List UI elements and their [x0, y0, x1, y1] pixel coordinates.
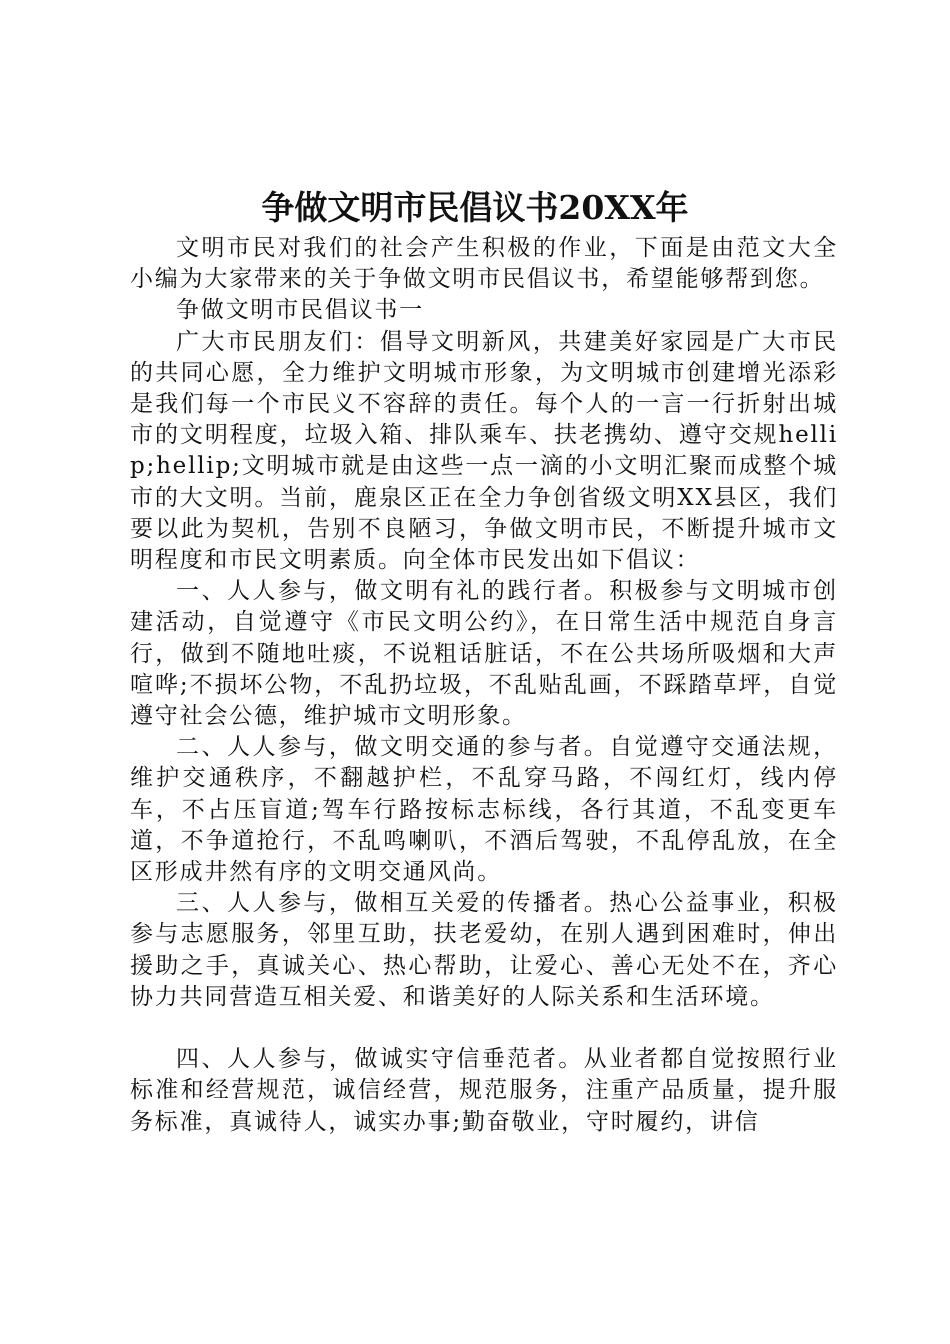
proposal-two-paragraph: 二、人人参与，做文明交通的参与者。自觉遵守交通法规，维护交通秩序，不翻越护栏，不乱穿马路，不闯红灯，线内停车，不占压盲道;驾车行路按标志标线，各行其道，不乱变更车道，不争道抢行，不乱鸣喇叭，不酒后驾驶，不乱停乱放，在全区形成井然有序的文明交通风尚。	[130, 734, 838, 886]
proposal-three-paragraph: 三、人人参与，做相互关爱的传播者。热心公益事业，积极参与志愿服务，邻里互助，扶老爱幼，在别人遇到困难时，伸出援助之手，真诚关心、热心帮助，让爱心、善心无处不在，齐心协力共同营造互相关爱、和谐美好的人际关系和生活环境。	[130, 890, 838, 1010]
intro-paragraph: 文明市民对我们的社会产生积极的作业，下面是由范文大全小编为大家带来的关于争做文明市民倡议书，希望能够帮到您。	[130, 235, 838, 293]
body-paragraph: 广大市民朋友们：倡导文明新风，共建美好家园是广大市民的共同心愿，全力维护文明城市形象，为文明城市创建增光添彩是我们每一个市民义不容辞的责任。每个人的一言一行折射出城市的文明程度，垃圾入箱、排队乘车、扶老携幼、遵守交规hellip;hellip;文明城市就是由这些一点一滴的小文明汇聚而成整个城市的大文明。当前，鹿泉区正在全力争创省级文明XX县区，我们要以此为契机，告别不良陋习，争做文明市民，不断提升城市文明程度和市民文明素质。向全体市民发出如下倡议：	[130, 328, 838, 574]
proposal-four-paragraph: 四、人人参与，做诚实守信垂范者。从业者都自觉按照行业标准和经营规范，诚信经营，规范服务，注重产品质量，提升服务标准，真诚待人，诚实办事;勤奋敬业，守时履约，讲信	[130, 1046, 838, 1135]
document-body	[130, 233, 838, 1138]
document-title: 争做文明市民倡议书20XX年	[261, 188, 689, 227]
section-heading: 争做文明市民倡议书一	[176, 297, 424, 324]
proposal-one-paragraph: 一、人人参与，做文明有礼的践行者。积极参与文明城市创建活动，自觉遵守《市民文明公约》，在日常生活中规范自身言行，做到不随地吐痰，不说粗话脏话，不在公共场所吸烟和大声喧哗;不损坏公物，不乱扔垃圾，不乱贴乱画，不踩踏草坪，自觉遵守社会公德，维护城市文明形象。	[130, 578, 838, 730]
paragraph-spacer	[130, 1013, 838, 1044]
